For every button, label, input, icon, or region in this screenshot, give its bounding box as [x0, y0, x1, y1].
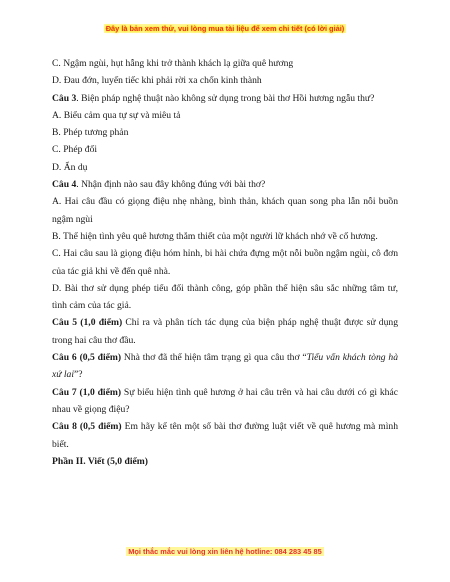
question-6-quote: Tiếu vấn khách tòng hà xứ lai	[52, 352, 399, 381]
question-3	[52, 90, 398, 107]
q4-option-d: D. Bài thơ sử dụng phép tiểu đối thành công, góp phần thể hiện sâu sắc những tâm tư, tình cảm của tác giả.	[52, 282, 398, 312]
q3-option-a: A. Biểu cảm qua tự sự và miêu tả	[52, 109, 181, 121]
part-2-title: Phần II. Viết (5,0 điểm)	[52, 455, 148, 467]
q3-option-d: D. Ẩn dụ	[52, 161, 88, 173]
document-body	[52, 55, 398, 470]
q3-option-b: B. Phép tương phản	[52, 127, 129, 139]
question-8-text: Em hãy kể tên một số bài thơ đường luật viết về quê hương mà mình biết.	[52, 421, 399, 450]
question-7	[52, 384, 398, 419]
contact-footer	[0, 547, 450, 556]
question-4	[52, 176, 398, 193]
question-8-label: Câu 8 (0,5 điểm)	[52, 421, 122, 433]
question-3-label: Câu 3	[52, 92, 77, 104]
question-4-text: . Nhận định nào sau đây không đúng với bài thơ?	[76, 179, 266, 191]
q4-option-a: A. Hai câu đầu có giọng điệu nhẹ nhàng, bình thản, khách quan song pha lẫn nỗi buồn ngậm ngùi	[52, 196, 398, 225]
question-5-text: Chỉ ra và phân tích tác dụng của biện pháp nghệ thuật được sử dụng trong hai câu thơ đầu.	[52, 317, 398, 346]
q3-option-c: C. Phép đối	[52, 144, 98, 156]
q2-option-d: D. Đau đớn, luyến tiếc khi phải rời xa chốn kinh thành	[52, 75, 262, 87]
question-6-label: Câu 6 (0,5 điểm)	[52, 352, 122, 364]
preview-notice-banner	[0, 24, 450, 33]
question-7-text: Sự biểu hiện tình quê hương ở hai câu trên và hai câu dưới có gì khác nhau về giọng điệu?	[52, 386, 398, 415]
contact-hotline-text: Mọi thắc mắc vui lòng xin liên hệ hotline: 084 283 45 85	[128, 547, 322, 556]
question-6	[52, 349, 398, 384]
q2-option-c: C. Ngậm ngùi, hụt hẫng khi trở thành khách lạ giữa quê hương	[52, 58, 294, 69]
question-5	[52, 314, 398, 349]
question-6-text-before: Nhà thơ đã thể hiện tâm trạng gì qua câu thơ “	[121, 352, 307, 364]
q4-option-b: B. Thể hiện tình yêu quê hương thắm thiết của một người lữ khách nhớ về cố hương.	[52, 230, 378, 242]
q4-option-c: C. Hai câu sau là giọng điệu hóm hỉnh, bi hài chứa đựng một nỗi buồn ngậm ngùi, cô đơn của tác giả khi về đến quê nhà.	[52, 248, 398, 277]
question-3-text: . Biện pháp nghệ thuật nào không sử dụng trong bài thơ Hồi hương ngẫu thư?	[76, 92, 375, 104]
question-4-label: Câu 4	[52, 179, 77, 191]
question-6-text-after: ”?	[74, 369, 83, 381]
question-8	[52, 418, 398, 453]
question-5-label: Câu 5 (1,0 điểm)	[52, 317, 123, 329]
preview-notice-text: Đây là bản xem thử, vui lòng mua tài liệu để xem chi tiết (có lời giải)	[105, 24, 345, 33]
question-7-label: Câu 7 (1,0 điểm)	[52, 386, 122, 398]
